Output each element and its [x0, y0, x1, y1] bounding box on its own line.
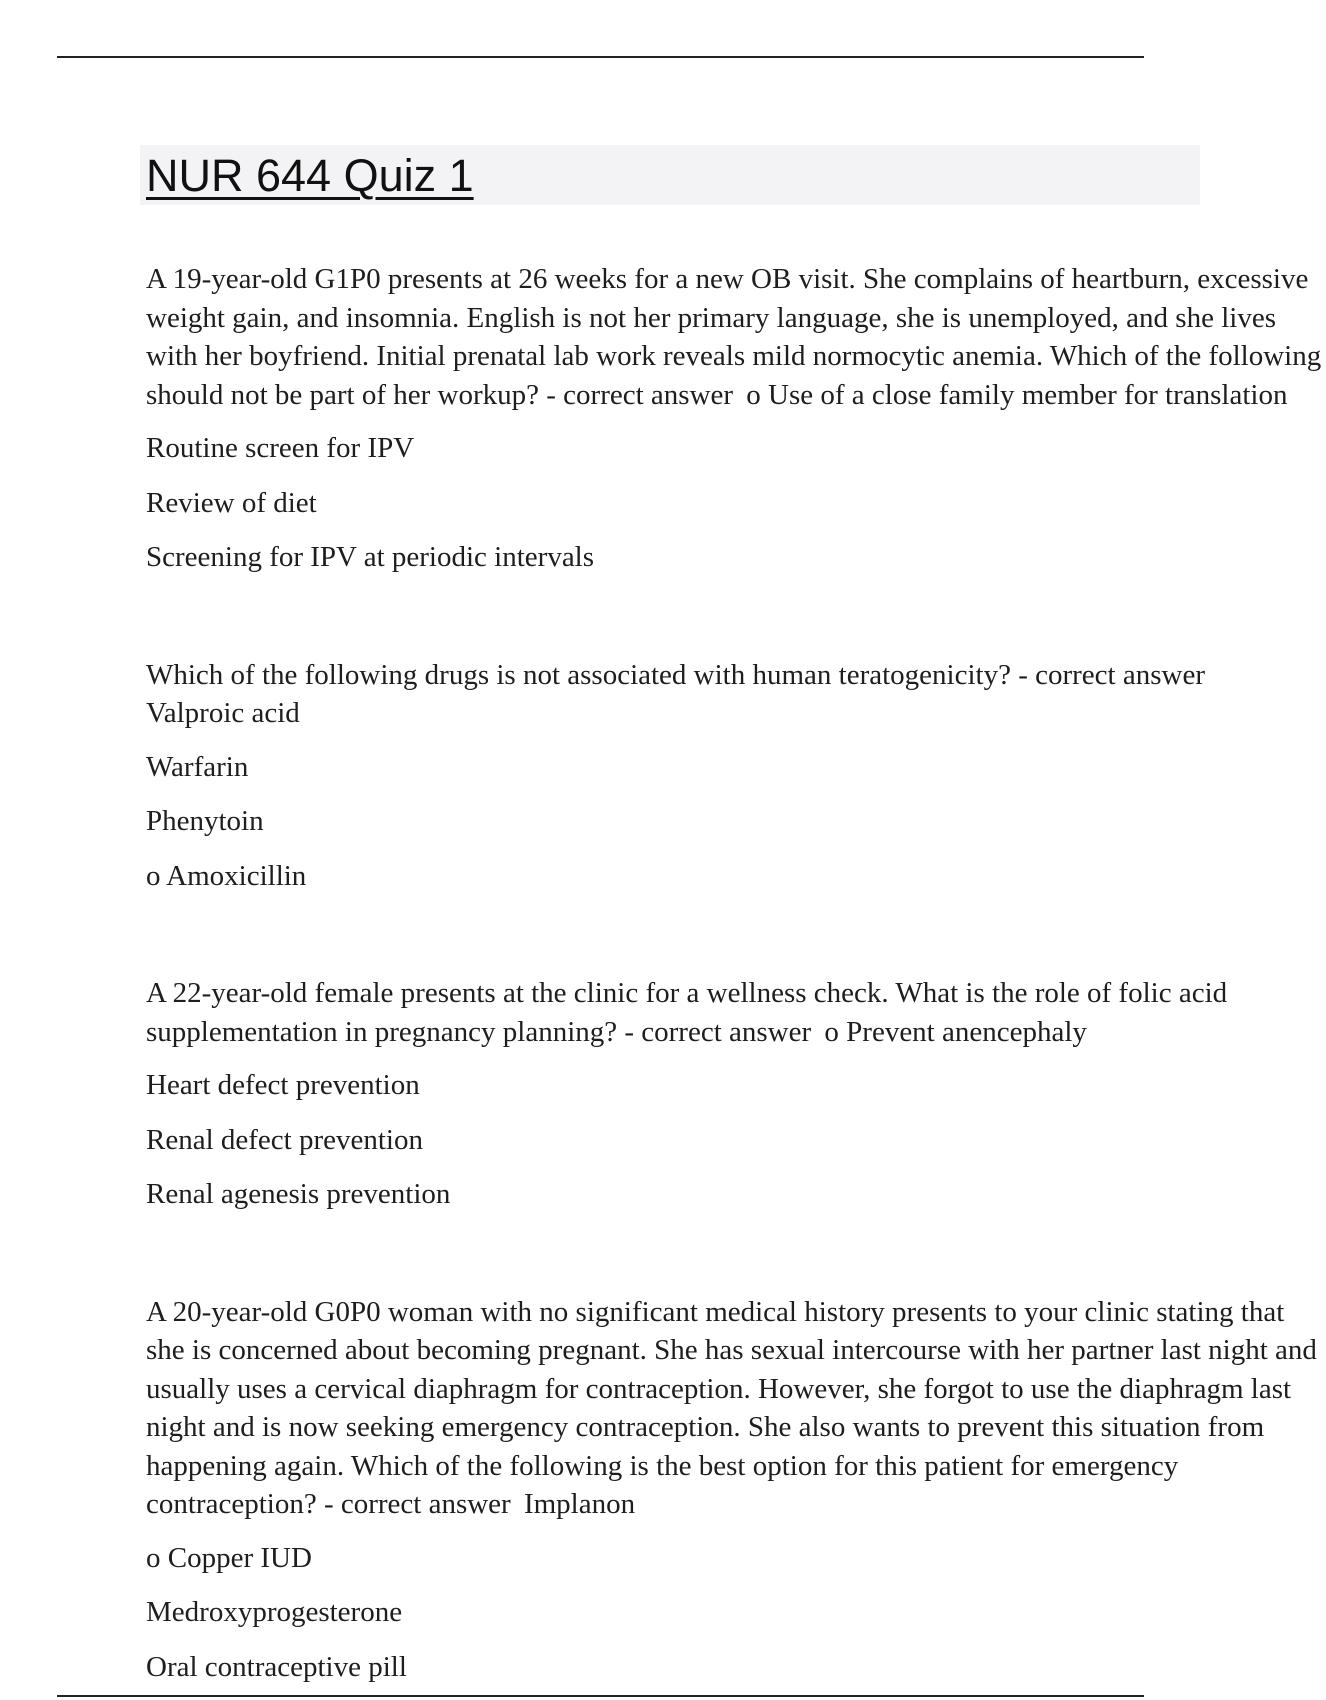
answer-option: Medroxyprogesterone	[146, 1596, 403, 1628]
answer-label: - correct answer	[624, 1015, 812, 1048]
answer-option: Routine screen for IPV	[146, 432, 415, 464]
answer-option: Renal defect prevention	[146, 1123, 423, 1156]
answer-option: o Amoxicillin	[146, 859, 307, 892]
correct-answer: o Use of a close family member for translation	[746, 378, 1288, 411]
answer-option: Heart defect prevention	[146, 1069, 420, 1101]
question-stem	[146, 260, 1326, 414]
question-stem	[146, 974, 1326, 1051]
question-stem	[146, 656, 1326, 733]
bottom-rule	[57, 1695, 1144, 1697]
answer-option: Renal agenesis prevention	[146, 1178, 451, 1210]
answer-label: - correct answer	[1018, 658, 1205, 691]
document-title: NUR 644 Quiz 1	[146, 150, 474, 201]
correct-answer: o Prevent anencephaly	[824, 1015, 1087, 1048]
correct-answer: Implanon	[523, 1488, 636, 1520]
answer-label: - correct answer	[323, 1488, 511, 1520]
answer-option: Oral contraceptive pill	[146, 1650, 407, 1683]
quiz-content	[146, 260, 1322, 1683]
answer-option: Review of diet	[146, 486, 317, 519]
question-text: A 22-year-old female presents at the clinic for a wellness check. What is the role of folic acid supplementation in pregnancy planning?	[146, 977, 1228, 1048]
question-text: Which of the following drugs is not associated with human teratogenicity?	[146, 658, 1011, 691]
top-rule	[57, 56, 1144, 58]
answer-option: Screening for IPV at periodic intervals	[146, 541, 595, 573]
question-4	[146, 1293, 1317, 1687]
answer-option: Phenytoin	[146, 805, 264, 837]
answer-option: Warfarin	[146, 750, 249, 783]
question-3	[146, 974, 1228, 1214]
correct-answer: Valproic acid	[146, 697, 300, 729]
question-2	[146, 656, 1205, 896]
question-1	[146, 260, 1322, 577]
question-stem	[146, 1293, 1326, 1524]
question-text: A 19-year-old G1P0 presents at 26 weeks for a new OB visit. She complains of heartburn, excessive weight gain, and insomnia. English is not her primary language, she is unemployed, and she lives with her boyfriend. Initial prenatal lab work reveals mild normocytic anemia. Which of the following should not be part of her workup?	[146, 263, 1322, 411]
question-text: A 20-year-old G0P0 woman with no significant medical history presents to your clinic stating that she is concerned about becoming pregnant. She has sexual intercourse with her partner last night and usually uses a cervical diaphragm for contraception. However, she forgot to use the diaphragm last night and is now seeking emergency contraception. She also wants to prevent this situation from happening again. Which of the following is the best option for this patient for emergency contraception?	[146, 1295, 1317, 1520]
answer-option: o Copper IUD	[146, 1541, 312, 1574]
answer-label: - correct answer	[546, 378, 734, 411]
